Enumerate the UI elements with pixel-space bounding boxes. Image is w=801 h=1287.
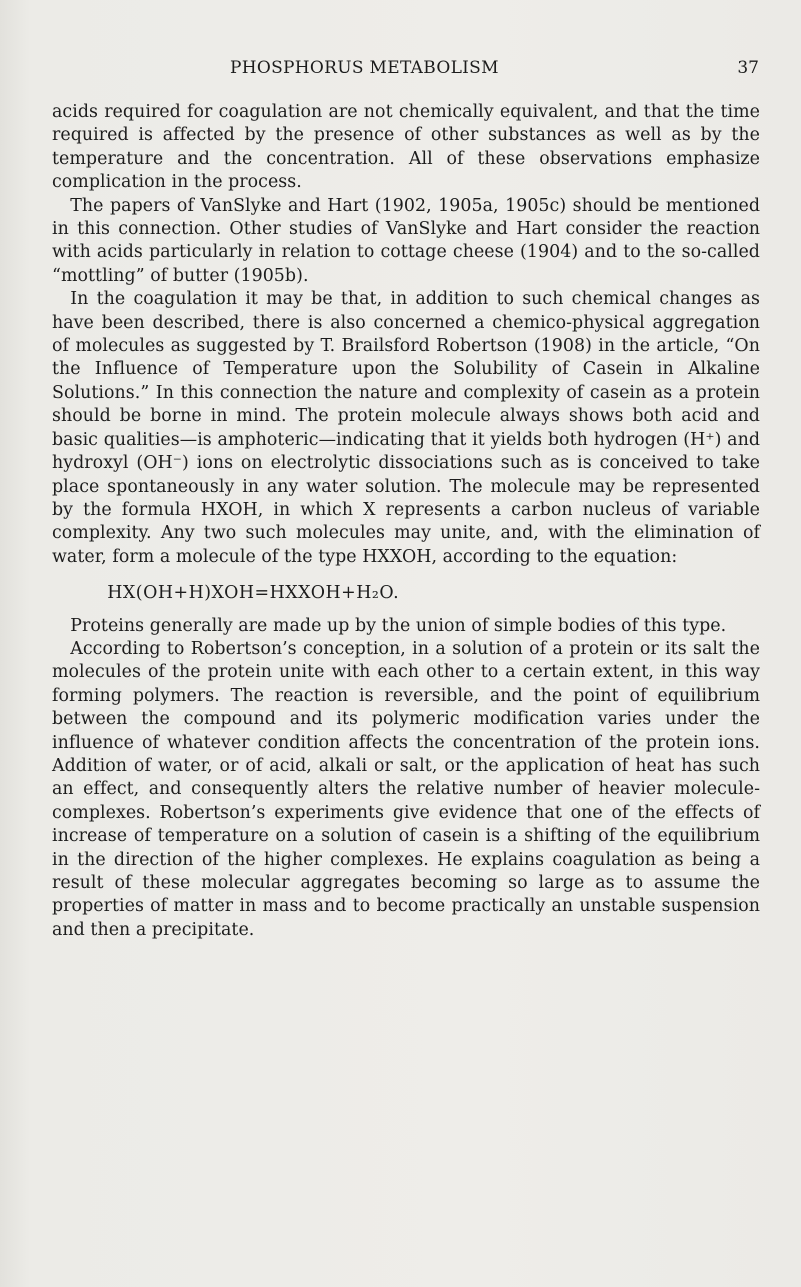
chemical-equation: HX(OH+H)XOH=HXXOH+H₂O. (107, 583, 400, 604)
paragraph-robertson-conception: According to Robertson’s conception, in a solution of a protein or its salt the molecules of the protein unite with each other to a certain extent, in this way forming polymers. The reaction is reversible, and the point of equilibrium between the compound and its polymeric modification varies under the influence of whatever condition affects the concentration of the protein ions. Addition of water, or of acid, alkali or salt, or the application of heat has such an effect, and consequently alters the relative number of heavier molecule-complexes. Robertson’s experiments give evidence that one of the effects of increase of temperature on a solution of casein is a shifting of the equilibrium in the direction of the higher complexes. He explains coagulation as being a result of these molecular aggregates becoming so large as to assume the properties of matter in mass and to become practically an unstable suspension and then a precipitate. (52, 638, 760, 940)
page-number: 37 (737, 58, 759, 78)
page-header (0, 58, 801, 82)
paragraph-coagulation: In the coagulation it may be that, in addition to such chemical changes as have been described, there is also concerned a chemico-physical aggregation of molecules as suggested by T. Brailsford Robertson (1908) in the article, “On the Influence of Temperature upon the Solubility of Casein in Alkaline Solutions.” In this connection the nature and complexity of casein as a protein should be borne in mind. The protein molecule always shows both acid and basic qualities—is amphoteric—indicating that it yields both hydrogen (H⁺) and hydroxyl (OH⁻) ions on electrolytic dissociations such as is conceived to take place spontaneously in any water solution. The molecule may be represented by the formula HXOH, in which X represents a carbon nucleus of variable complexity. Any two such molecules may unite, and, with the elimination of water, form a molecule of the type HXXOH, according to the equation: (52, 289, 760, 567)
running-title: PHOSPHORUS METABOLISM (230, 58, 499, 78)
paragraph-continuation: acids required for coagulation are not chemically equivalent, and that the time required is affected by the presence of other substances as well as by the temperature and the concentration. All of these observations emphasize complication in the process. (52, 102, 760, 193)
paragraph-vanslyke-hart: The papers of VanSlyke and Hart (1902, 1905a, 1905c) should be mentioned in this connection. Other studies of VanSlyke and Hart consider the reaction with acids particularly in relation to cottage cheese (1904) and to the so-called “mottling” of butter (1905b). (52, 195, 760, 286)
paragraph-proteins: Proteins generally are made up by the union of simple bodies of this type. (70, 615, 727, 636)
body-text (52, 101, 760, 942)
